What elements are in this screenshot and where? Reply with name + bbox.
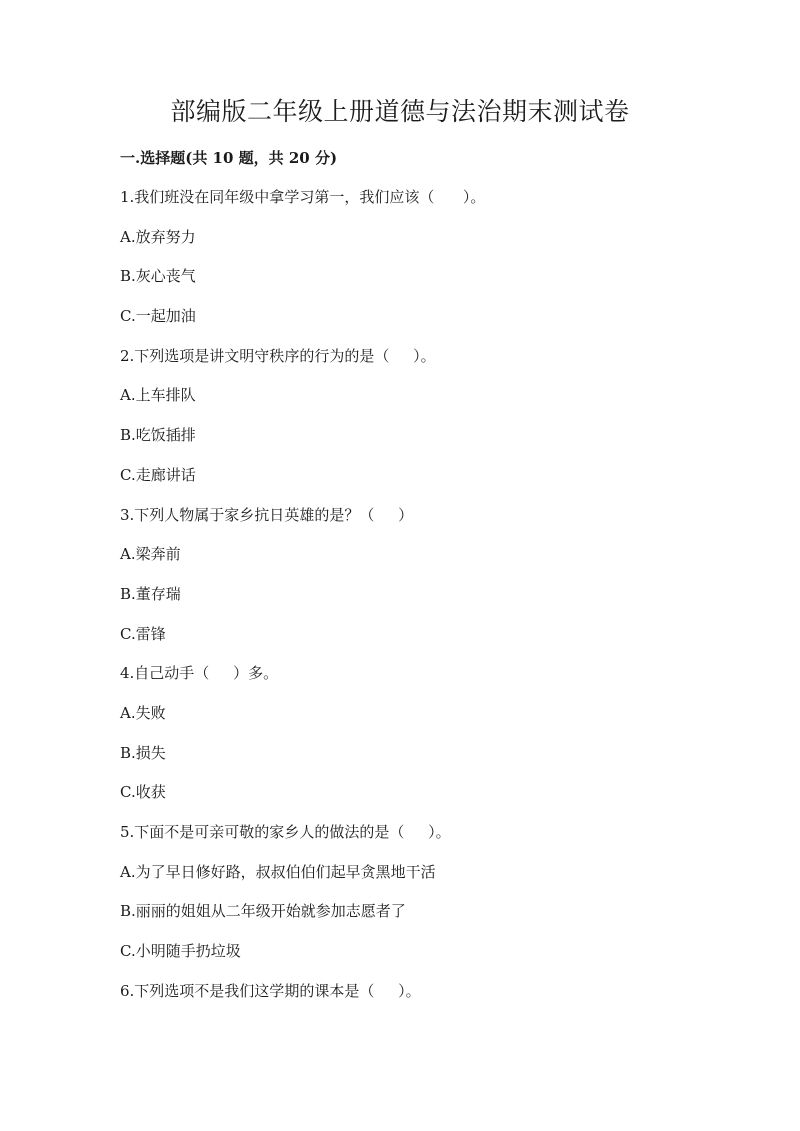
question-4-option-a: A.失败 [120, 703, 166, 722]
question-3-option-c: C.雷锋 [120, 624, 166, 643]
question-1-option-a: A.放弃努力 [120, 227, 196, 246]
question-1-option-b: B.灰心丧气 [120, 267, 196, 286]
question-5: 5.下面不是可亲可敬的家乡人的做法的是（ ）。 [120, 823, 451, 841]
question-1: 1.我们班没在同年级中拿学习第一，我们应该（ ）。 [120, 188, 486, 206]
question-4: 4.自己动手（ ）多。 [120, 664, 279, 683]
question-2: 2.下列选项是讲文明守秩序的行为的是（ ）。 [120, 346, 436, 365]
question-5-option-c: C.小明随手扔垃圾 [120, 942, 241, 961]
section-heading: 一.选择题(共 10 题，共 20 分) [120, 149, 338, 167]
question-4-option-b: B.损失 [120, 743, 166, 762]
question-4-option-c: C.收获 [120, 783, 166, 802]
question-5-option-a: A.为了早日修好路，叔叔伯伯们起早贪黑地干活 [120, 862, 436, 881]
question-1-option-c: C.一起加油 [120, 307, 196, 326]
question-list [120, 186, 720, 1019]
page-title: 部编版二年级上册道德与法治期末测试卷 [170, 97, 630, 126]
question-2-option-a: A.上车排队 [120, 386, 196, 405]
question-3: 3.下列人物属于家乡抗日英雄的是？（ ） [120, 505, 414, 524]
question-3-option-a: A.梁奔前 [120, 545, 181, 564]
question-2-option-b: B.吃饭插排 [120, 426, 196, 445]
question-6: 6.下列选项不是我们这学期的课本是（ ）。 [120, 981, 421, 1000]
question-2-option-c: C.走廊讲话 [120, 465, 196, 484]
question-3-option-b: B.董存瑞 [120, 584, 181, 603]
question-5-option-b: B.丽丽的姐姐从二年级开始就参加志愿者了 [120, 902, 406, 921]
